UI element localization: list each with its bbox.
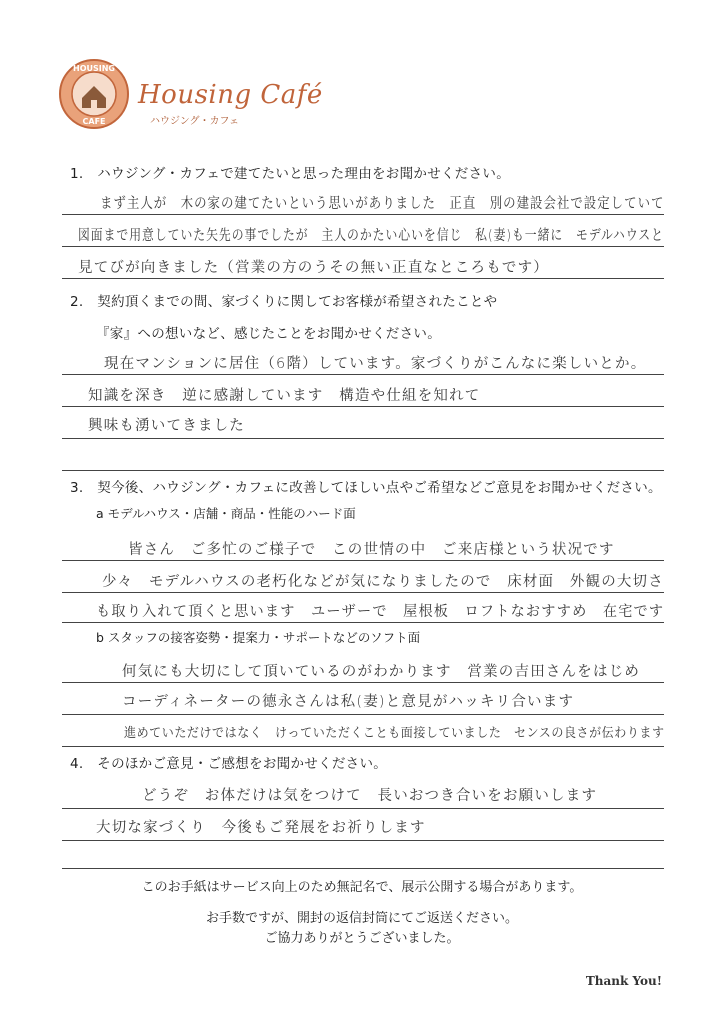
answer-line <box>62 746 664 747</box>
q3b-answer-line-1: 何気にも大切にして頂いているのがわかります 営業の吉田さんをはじめ <box>122 664 641 680</box>
q1-answer-line-3: 見てびが向きました（営業の方のうその無い正直なところもです） <box>78 260 549 276</box>
q4-answer-line-1: どうぞ お体だけは気をつけて 長いおつき合いをお願いします <box>142 788 598 804</box>
q1-answer-line-2: 図面まで用意していた矢先の事でしたが 主人のかたい心いを信じ 私(妻)も一緒に モデルハウスと <box>78 228 664 244</box>
thank-you-text: Thank You! <box>585 974 662 988</box>
answer-line <box>62 214 664 215</box>
answer-line <box>62 682 664 683</box>
answer-line <box>62 840 664 841</box>
q3b-answer-line-3: 進めていただけではなく けっていただくことも面接していました センスの良さが伝わります <box>124 726 665 741</box>
answer-line <box>62 560 664 561</box>
answer-line <box>62 246 664 247</box>
answer-line <box>62 714 664 715</box>
q3a-answer-line-2: 少々 モデルハウスの老朽化などが気になりましたので 床材面 外観の大切さ <box>102 574 664 590</box>
brand-name-kana: ハウジング・カフェ <box>150 116 240 127</box>
brand-name: Housing Café <box>138 80 323 110</box>
answer-line <box>62 622 664 623</box>
footer-request-block <box>0 909 724 949</box>
answer-line <box>62 592 664 593</box>
q3a-answer-line-1: 皆さん ご多忙のご様子で この世情の中 ご来店様という状况です <box>128 542 615 558</box>
q3b-answer-line-2: コーディネーターの德永さんは私(妻)と意見がハッキリ合います <box>122 694 575 710</box>
housing-cafe-logo <box>58 58 130 130</box>
q2-answer-line-2: 知識を深き 逆に感謝しています 構造や仕組を知れて <box>88 388 481 404</box>
question-1-label: 1. ハウジング・カフェで建てたいと思った理由をお聞かせください。 <box>70 166 510 182</box>
footer-thanks-jp: ご協力ありがとうございました。 <box>264 931 460 946</box>
answer-line <box>62 406 664 407</box>
question-3-label: 3. 契今後、ハウジング・カフェに改善してほしい点やご希望などご意見をお聞かせください。 <box>70 480 662 496</box>
logo-text-bottom: CAFE <box>82 117 106 126</box>
question-2-label-line-1: 2. 契約頂くまでの間、家づくりに関してお客様が希望されたことや <box>70 294 498 310</box>
q2-answer-line-1: 現在マンションに居住（6階）しています。家づくりがこんなに楽しいとか。 <box>104 356 647 372</box>
question-3b-label: b スタッフの接客姿勢・提案力・サポートなどのソフト面 <box>96 630 421 645</box>
answer-line <box>62 868 664 869</box>
q1-answer-line-1: まず主人が 木の家の建てたいという思いがありました 正直 別の建設会社で設定していて <box>100 196 665 212</box>
answer-line <box>62 808 664 809</box>
question-2-label-line-2: 『家』への想いなど、感じたことをお聞かせください。 <box>96 326 441 342</box>
logo-text-top: HOUSING <box>73 64 115 73</box>
footer-request: お手数ですが、開封の返信封筒にてご返送ください。 <box>205 911 518 926</box>
question-3a-label: a モデルハウス・店舗・商品・性能のハード面 <box>96 506 356 521</box>
question-4-label: 4. そのほかご意見・ご感想をお聞かせください。 <box>70 756 388 772</box>
q2-answer-line-3: 興味も湧いてきました <box>88 418 245 434</box>
answer-line <box>62 438 664 439</box>
answer-line <box>62 278 664 279</box>
footer-note: このお手紙はサービス向上のため無記名で、展示公開する場合があります。 <box>141 880 583 895</box>
q3a-answer-line-3: も取り入れて頂くと思います ユーザーで 屋根板 ロフトなおすすめ 在宅です <box>96 604 665 620</box>
q4-answer-line-2: 大切な家づくり 今後もご発展をお祈りします <box>96 820 426 836</box>
answer-line <box>62 374 664 375</box>
answer-line <box>62 470 664 471</box>
